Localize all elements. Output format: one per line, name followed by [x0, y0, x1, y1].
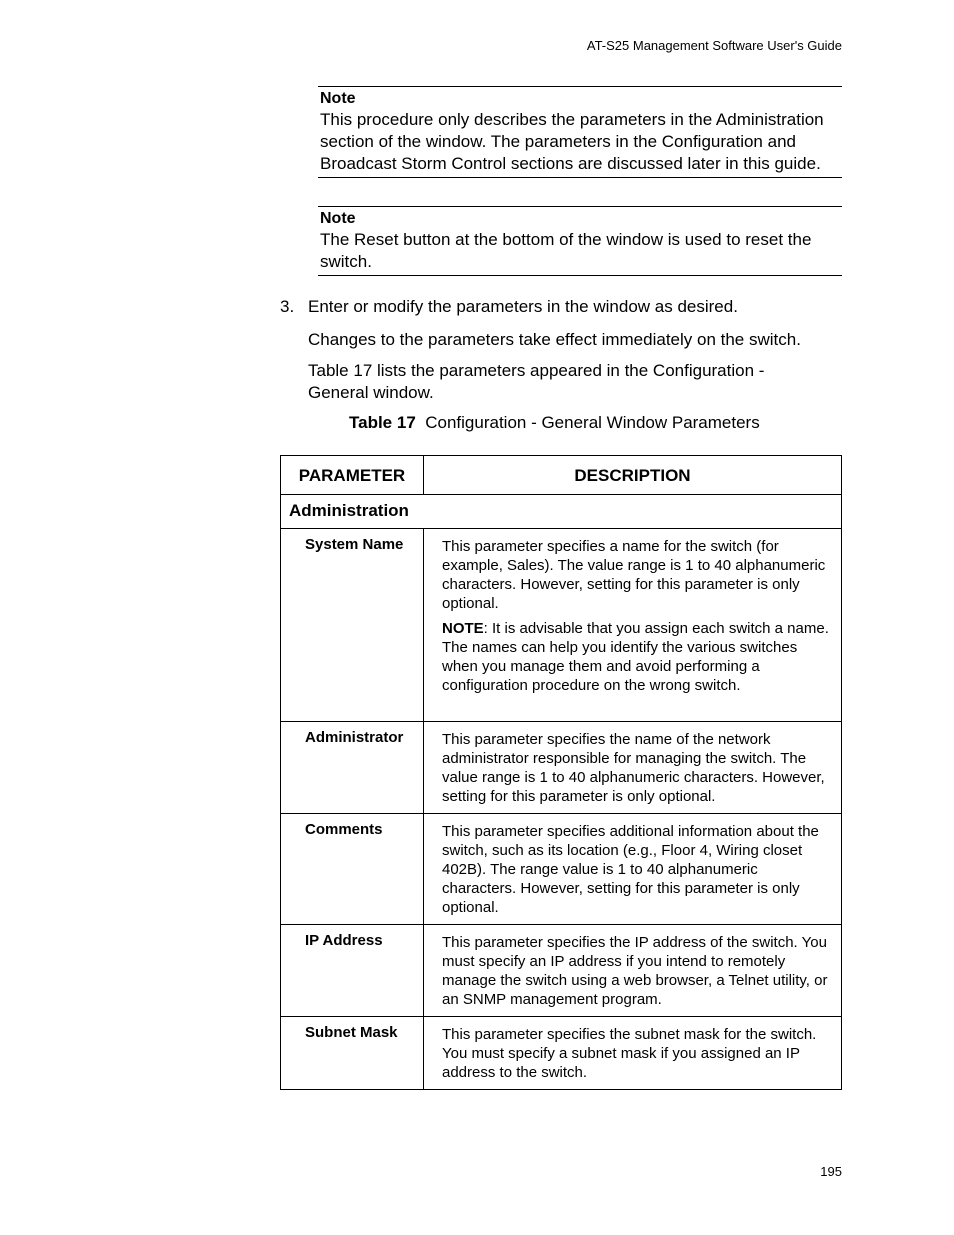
parameter-description	[424, 814, 842, 925]
column-header-description: DESCRIPTION	[424, 456, 842, 495]
running-header: AT-S25 Management Software User's Guide	[586, 38, 842, 53]
note-box	[318, 86, 842, 178]
parameter-description	[424, 925, 842, 1017]
parameter-name: Administrator	[281, 722, 424, 814]
parameter-name: Subnet Mask	[281, 1017, 424, 1090]
description-text: This parameter specifies the name of the network administrator responsible for managing the switch. The value range is 1 to 40 alphanumeric characters. However, setting for this parameter is only optional.	[442, 731, 825, 805]
parameter-description	[424, 529, 842, 722]
column-header-parameter: PARAMETER	[281, 456, 424, 495]
note-text: : It is advisable that you assign each switch a name. The names can help you identify the various switches when you manage them and avoid performing a configuration procedure on the wrong switch.	[442, 620, 829, 694]
table-row	[281, 1017, 842, 1090]
page-number: 195	[820, 1164, 842, 1179]
section-title: Administration	[281, 495, 842, 529]
step-text: Enter or modify the parameters in the window as desired.	[308, 297, 738, 316]
description-text: This parameter specifies the subnet mask for the switch. You must specify a subnet mask if you assigned an IP address to the switch.	[442, 1026, 817, 1081]
note-text: The Reset button at the bottom of the window is used to reset the switch.	[320, 230, 812, 271]
table-row	[281, 925, 842, 1017]
parameter-name: IP Address	[281, 925, 424, 1017]
note-title: Note	[320, 210, 356, 227]
note-box	[318, 206, 842, 276]
description-text: This parameter specifies additional information about the switch, such as its location (e.g., Floor 4, Wiring closet 402B). The range value is 1 to 40 alphanumeric characters. However, setting for this parameter is only optional.	[442, 823, 819, 916]
description-text: This parameter specifies a name for the switch (for example, Sales). The value range is 1 to 40 alphanumeric characters. However, setting for this parameter is only optional.	[442, 538, 826, 612]
table-row	[281, 814, 842, 925]
step-number: 3.	[280, 297, 295, 316]
parameter-name: System Name	[281, 529, 424, 722]
table-caption	[349, 413, 760, 433]
parameter-description	[424, 722, 842, 814]
table-caption-label: Table 17	[349, 413, 416, 432]
paragraph: Changes to the parameters take effect immediately on the switch.	[308, 330, 801, 349]
parameter-name: Comments	[281, 814, 424, 925]
table-row	[281, 529, 842, 722]
paragraph: Table 17 lists the parameters appeared in the Configuration - General window.	[308, 361, 765, 402]
table-caption-text: Configuration - General Window Parameters	[425, 413, 760, 432]
table-row	[281, 722, 842, 814]
note-title: Note	[320, 90, 356, 107]
description-note	[442, 619, 835, 695]
parameters-table	[280, 455, 842, 1090]
parameter-description	[424, 1017, 842, 1090]
description-text: This parameter specifies the IP address of the switch. You must specify an IP address if you intend to remotely manage the switch using a web browser, a Telnet utility, or an SNMP management program.	[442, 934, 828, 1008]
note-text: This procedure only describes the parameters in the Administration section of the window. The parameters in the Configuration and Broadcast Storm Control sections are discussed later in this guide.	[320, 110, 824, 173]
table-section-row	[281, 495, 842, 529]
note-label: NOTE	[442, 620, 484, 637]
table-header-row	[281, 456, 842, 495]
